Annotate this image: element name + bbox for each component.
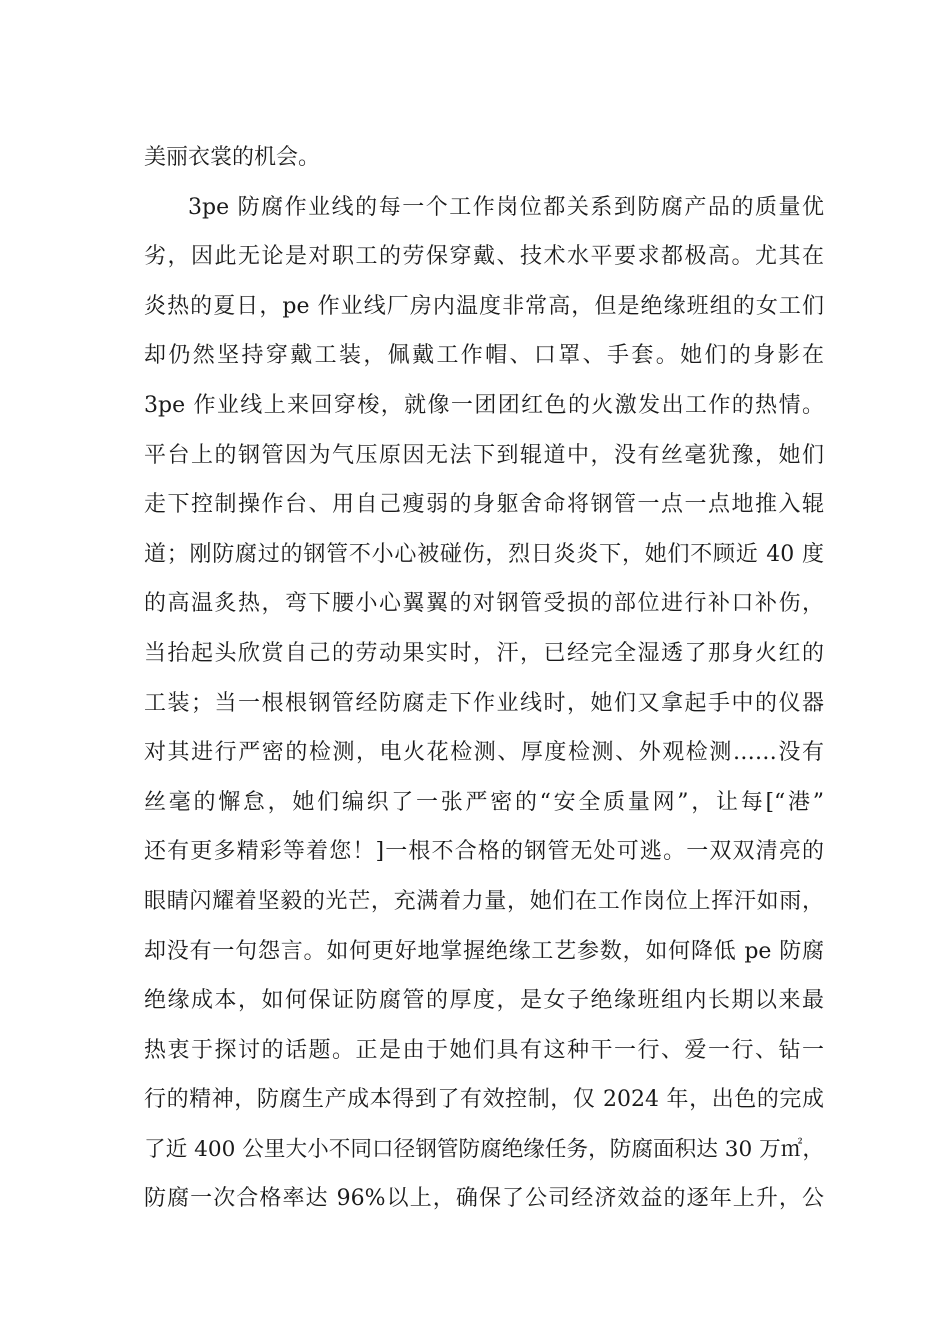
text-line: 却仍然坚持穿戴工装，佩戴工作帽、口罩、手套。她们的身影在 [144,343,824,369]
text-line: 对其进行严密的检测，电火花检测、厚度检测、外观检测……没有 [144,740,824,766]
text-line: 防腐一次合格率达 96%以上，确保了公司经济效益的逐年上升，公 [144,1186,824,1212]
text-line: 还有更多精彩等着您！]一根不合格的钢管无处可逃。一双双清亮的 [144,839,824,865]
text-line: 劣，因此无论是对职工的劳保穿戴、技术水平要求都极高。尤其在 [144,244,824,270]
text-line: 热衷于探讨的话题。正是由于她们具有这种干一行、爱一行、钻一 [144,1037,824,1063]
text-line: 炎热的夏日，pe 作业线厂房内温度非常高，但是绝缘班组的女工们 [144,293,824,319]
text-line: 却没有一句怨言。如何更好地掌握绝缘工艺参数，如何降低 pe 防腐 [144,938,824,964]
text-line: 美丽衣裳的机会。 [144,145,321,170]
text-line: 行的精神，防腐生产成本得到了有效控制，仅 2024 年，出色的完成 [144,1087,824,1113]
text-line: 当抬起头欣赏自己的劳动果实时，汗，已经完全湿透了那身火红的 [144,640,824,666]
text-line: 工装；当一根根钢管经防腐走下作业线时，她们又拿起手中的仪器 [144,690,824,716]
text-line: 平台上的钢管因为气压原因无法下到辊道中，没有丝毫犹豫，她们 [144,442,824,468]
text-line: 走下控制操作台、用自己瘦弱的身躯舍命将钢管一点一点地推入辊 [144,492,824,518]
text-line: 绝缘成本，如何保证防腐管的厚度，是女子绝缘班组内长期以来最 [144,988,824,1014]
text-line: 道；刚防腐过的钢管不小心被碰伤，烈日炎炎下，她们不顾近 40 度 [144,541,824,567]
body-text [144,133,824,1224]
text-line: 3pe 作业线上来回穿梭，就像一团团红色的火激发出工作的热情。 [144,392,824,418]
text-line: 的高温炙热，弯下腰小心翼翼的对钢管受损的部位进行补口补伤， [144,591,824,617]
text-line: 3pe 防腐作业线的每一个工作岗位都关系到防腐产品的质量优 [188,194,824,220]
text-line: 眼睛闪耀着坚毅的光芒，充满着力量，她们在工作岗位上挥汗如雨， [144,888,824,914]
text-line: 了近 400 公里大小不同口径钢管防腐绝缘任务，防腐面积达 30 万㎡， [144,1136,824,1162]
text-line: 丝毫的懈怠，她们编织了一张严密的“安全质量网”，让每[“港” [144,789,824,815]
